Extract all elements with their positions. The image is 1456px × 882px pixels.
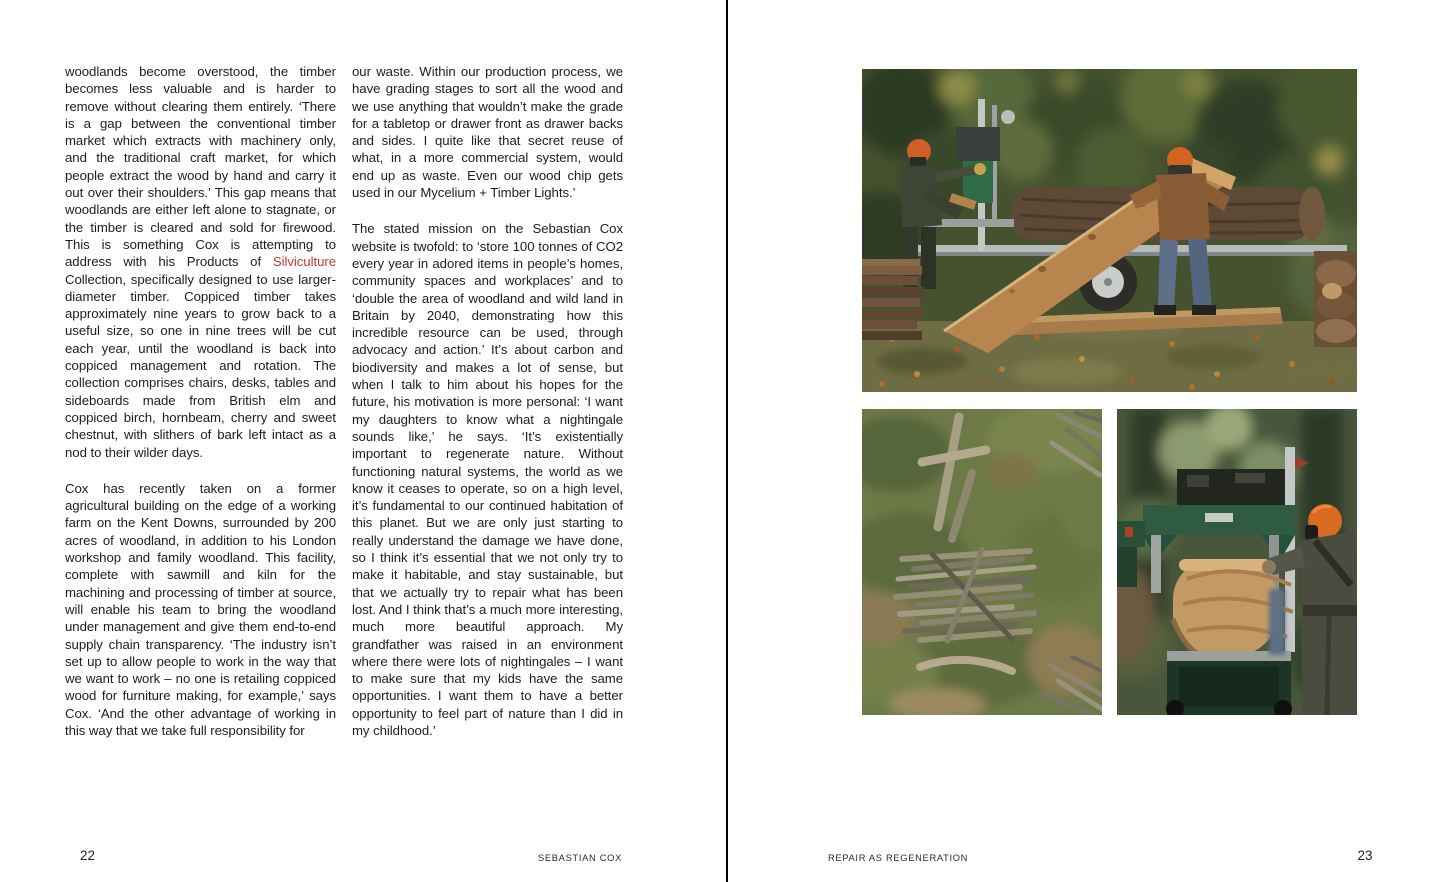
timber-stack-right: [1314, 251, 1357, 347]
timber-stack-left: [862, 259, 924, 340]
running-footer-left: SEBASTIAN COX: [537, 853, 622, 863]
text-column-2: [352, 63, 623, 758]
mill-track-base: [1166, 651, 1292, 715]
paragraph-text: Collection, specifically designed to use larger-diameter timber. Coppiced timber takes approximately nine years to grow back to a useful size, so one in nine trees will be cut each year, until the woodland is back into coppiced management and rotation. The collection comprises chairs, desks, tables and sideboards made from British elm and coppiced birch, hornbeam, cherry and sweet chestnut, with slithers of bark left intact as a nod to their wilder days.: [65, 271, 336, 460]
paragraph: The stated mission on the Sebastian Cox website is twofold: to ‘store 100 tonnes of CO2 every year in adored items in people’s homes, community spaces and workplaces’ and to ‘double the area of woodland and wild land in Britain by 2040, demonstrating how this incredible resource can be used, through advocacy and action.’ It’s about carbon and biodiversity and makes a lot of sense, but when I talk to him about his hopes for the future, his motivation is more personal: ‘I want my daughters to know what a nightingale sounds like,’ he says. ‘It’s existentially important to regenerate nature. Without functioning natural systems, the world as we know it ceases to operate, so on a high level, it’s fundamental to our continued habitation of this planet. But we are only just starting to really understand the damage we have done, so I think it’s essential that we not only try to make it habitable, and stay sustainable, but that we actually try to repair what has been lost. And I think that’s a much more interesting, much more beautiful approach. My grandfather was raised in an environment where there were lots of nightingales – I want to make sure that my kids have the same opportunities. I want them to have a better opportunity to feel part of nature than I did in my childhood.’: [352, 221, 623, 738]
paragraph: our waste. Within our production process, we have grading stages to sort all the wood and we use anything that wouldn’t make the grade for a tabletop or drawer front as drawer backs and sides. I quite like that secret reuse of what, in a more commercial system, would end up as waste. Even our wood chip gets used in our Mycelium + Timber Lights.’: [352, 64, 623, 201]
paragraph-text: woodlands become overstood, the timber becomes less valuable and is harder to remove without clearing them entirely. ‘There is a gap between the conventional timber market which extracts with machinery only, and the traditional craft market, for which people extract the wood by hand and carry it out over their shoulders.’ This gap means that woodlands are either left alone to stagnate, or the timber is cleared and sold for firewood. This is something Cox is attempting to address with his Products of: [65, 64, 336, 270]
running-footer-right: REPAIR AS REGENERATION: [828, 853, 969, 863]
page-number-left: 22: [80, 848, 96, 863]
paragraph: [65, 63, 336, 461]
photo-sawmill-slab: [862, 69, 1357, 392]
spread-divider: [726, 0, 728, 882]
silviculture-highlight: Silviculture: [272, 254, 336, 270]
paragraph: Cox has recently taken on a former agricultural building on the edge of a working farm on the Kent Downs, surrounded by 200 acres of woodland, in addition to his London workshop and family woodland. This facility, complete with sawmill and kiln for the machining and processing of timber at source, will enable his team to bring the woodland under management and give them end-to-end supply chain transparency. ‘The industry isn’t set up to allow people to work in the way that we want to work – no one is retailing coppiced wood for furniture making, for example,’ says Cox. ‘And the other advantage of working in this way that we take full responsibility for: [65, 480, 336, 738]
photo-coppiced-sticks: [862, 409, 1102, 715]
text-column-1: [65, 63, 336, 758]
page-number-right: 23: [1357, 848, 1373, 863]
second-person-jeans: [1269, 589, 1285, 655]
photo-bandsaw-mill: [1117, 409, 1357, 715]
